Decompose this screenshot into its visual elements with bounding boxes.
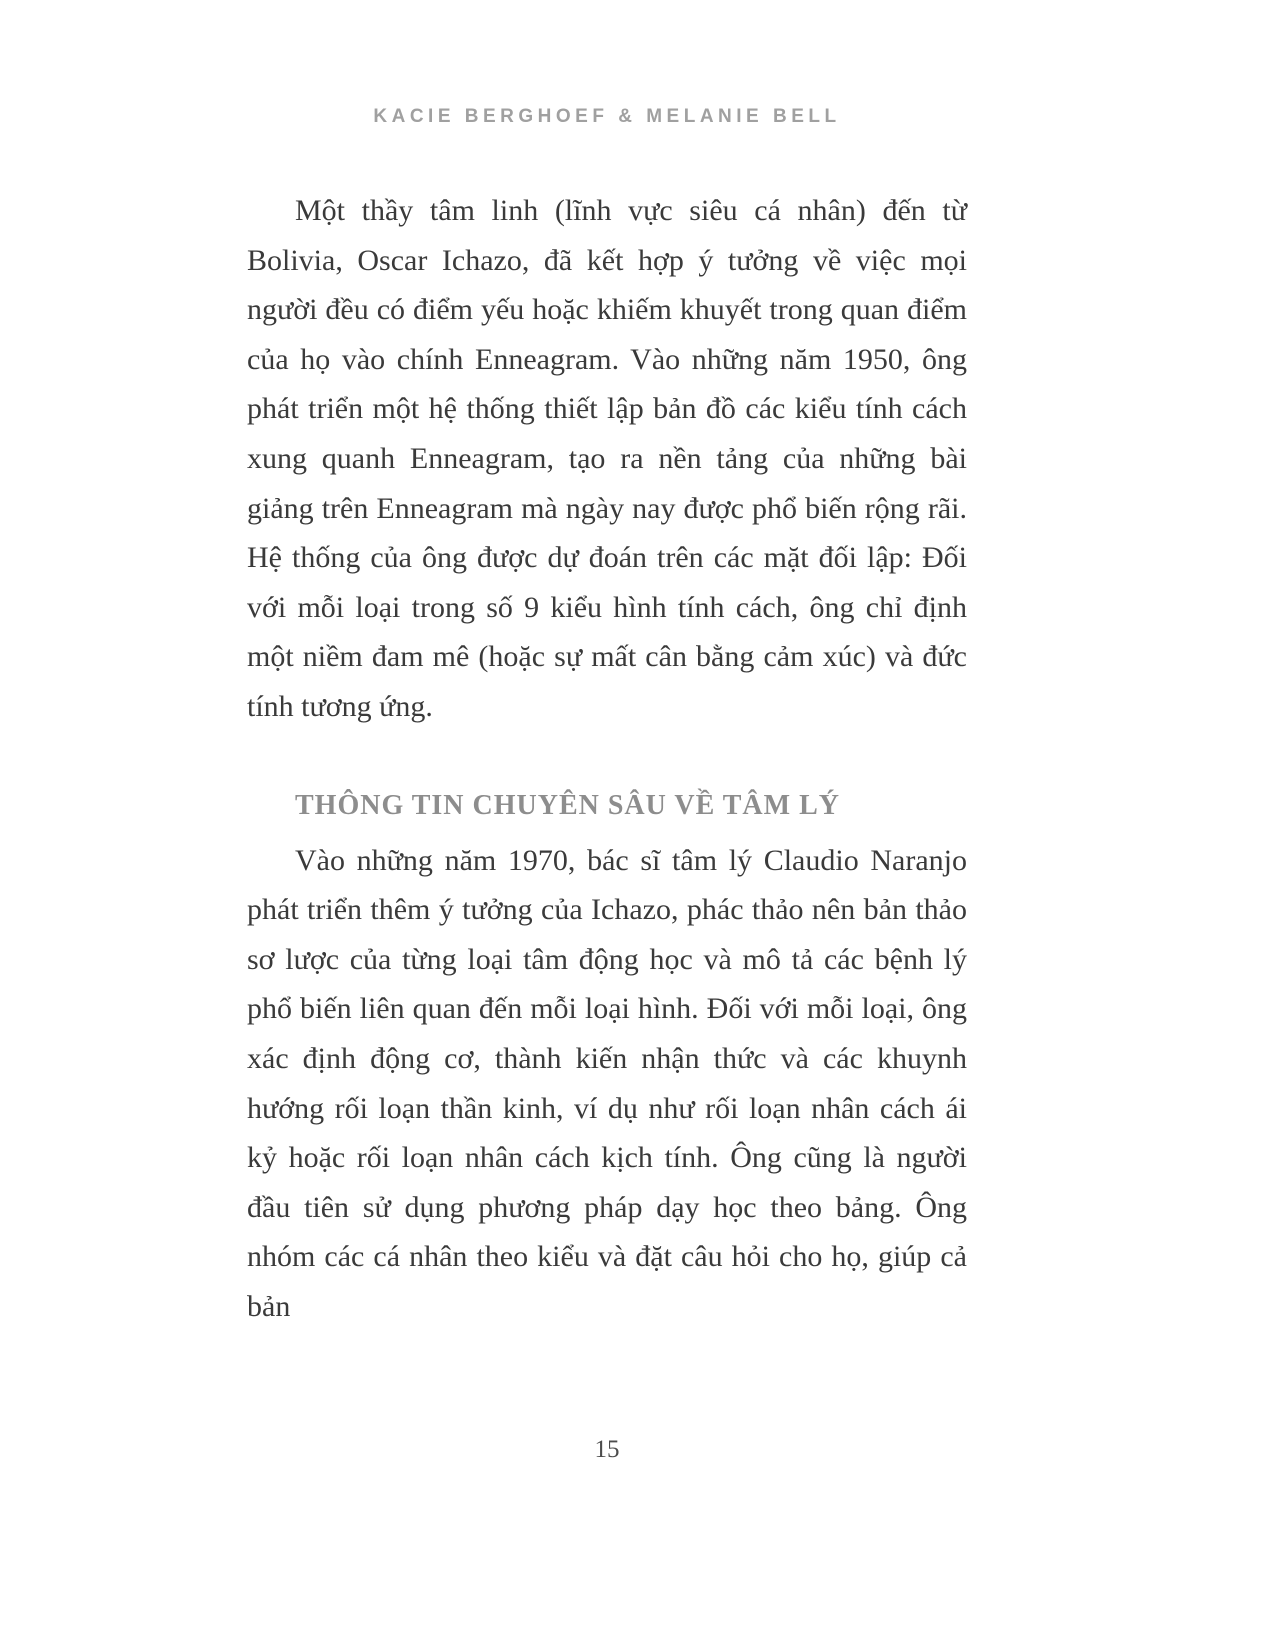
section-heading: THÔNG TIN CHUYÊN SÂU VỀ TÂM LÝ <box>295 789 840 821</box>
body-paragraph-1: Một thầy tâm linh (lĩnh vực siêu cá nhân) đến từ Bolivia, Oscar Ichazo, đã kết hợp ý tưởng về việc mọi người đều có điểm yếu hoặc khiếm khuyết trong quan điểm của họ vào chính Enneagram. Vào những năm 1950, ông phát triển một hệ thống thiết lập bản đồ các kiểu tính cách xung quanh Enneagram, tạo ra nền tảng của những bài giảng trên Enneagram mà ngày nay được phổ biến rộng rãi. Hệ thống của ông được dự đoán trên các mặt đối lập: Đối với mỗi loại trong số 9 kiểu hình tính cách, ông chỉ định một niềm đam mê (hoặc sự mất cân bằng cảm xúc) và đức tính tương ứng. <box>247 194 967 723</box>
running-header: KACIE BERGHOEF & MELANIE BELL <box>373 106 841 127</box>
page-number: 15 <box>594 1436 620 1463</box>
body-paragraph-2: Vào những năm 1970, bác sĩ tâm lý Claudio Naranjo phát triển thêm ý tưởng của Ichazo, phác thảo nên bản thảo sơ lược của từng loại tâm động học và mô tả các bệnh lý phổ biến liên quan đến mỗi loại hình. Đối với mỗi loại, ông xác định động cơ, thành kiến nhận thức và các khuynh hướng rối loạn thần kinh, ví dụ như rối loạn nhân cách ái kỷ hoặc rối loạn nhân cách kịch tính. Ông cũng là người đầu tiên sử dụng phương pháp dạy học theo bảng. Ông nhóm các cá nhân theo kiểu và đặt câu hỏi cho họ, giúp cả bản <box>247 843 967 1323</box>
text-column <box>247 0 967 1331</box>
